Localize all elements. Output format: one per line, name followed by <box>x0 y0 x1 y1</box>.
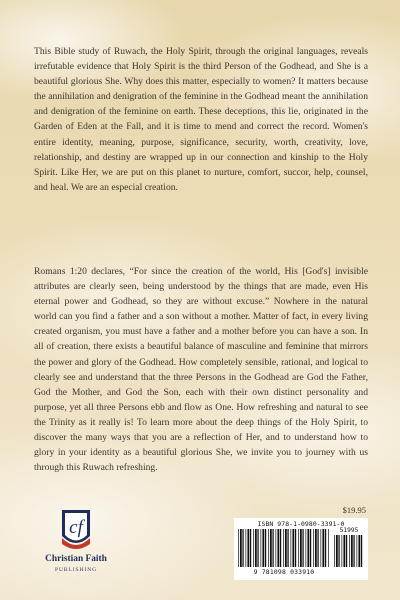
publisher-name: Christian Faith <box>45 554 107 564</box>
christian-faith-logo-icon <box>60 506 92 552</box>
price-addon-barcode-bars <box>334 535 364 567</box>
ean-digits: 9 781098 033910 <box>253 568 315 576</box>
publisher-logo <box>26 506 126 590</box>
description-paragraph-2: Romans 1:20 declares, “For since the creation of the world, His [God's] invisible attributes are clearly seen, being understood by the things that are made, even His eternal power and Godhead, so they are without excuse.” Nowhere in the natural world can you find a father and a son without a mother. Matter of fact, in every living created organism, you must have a father and a mother before you can have a son. In all of creation, there exists a beautiful balance of masculine and feminine that mirrors the power and glory of the Godhead. How completely sensible, rational, and logical to clearly see and understand that the three Persons in the Godhead are God the Father, God the Mother, and God the Son, each with their own distinct personality and purpose, yet all three Persons ebb and flow as One. How refreshing and natural to see the Trinity as it really is! To learn more about the deep things of the Holy Spirit, to discover the many ways that you are a reflection of Her, and to understand how to glory in your identity as a beautiful glorious She, we invite you to journey with us through this Ruwach refreshing. <box>34 266 368 474</box>
addon-code: 51995 <box>339 527 359 534</box>
publisher-subtitle: PUBLISHING <box>54 567 98 573</box>
isbn-barcode <box>234 518 368 580</box>
ean-barcode-bars <box>238 529 332 567</box>
svg-text:cf: cf <box>69 517 83 538</box>
price-label: $19.95 <box>342 505 366 515</box>
description-paragraph-1: This Bible study of Ruwach, the Holy Spirit, through the original languages, reveals irrefutable evidence that Holy Spirit is the third Person of the Godhead, and She is a beautiful glorious She. Why does this matter, especially to women? It matters because the annihilation and denigration of the feminine in the Godhead meant the annihilation and denigration of the feminine on earth. These deceptions, this lie, originated in the Garden of Eden at the Fall, and it is time to mend and correct the record. Women's entire identity, meaning, purpose, significance, security, worth, creativity, love, relationship, and destiny are wrapped up in our connection and kinship to the Holy Spirit. Like Her, we are put on this planet to nurture, comfort, succor, help, counsel, and heal. We are an especial creation. <box>34 46 368 193</box>
isbn-text: ISBN 978-1-0980-3391-0 <box>257 520 345 528</box>
